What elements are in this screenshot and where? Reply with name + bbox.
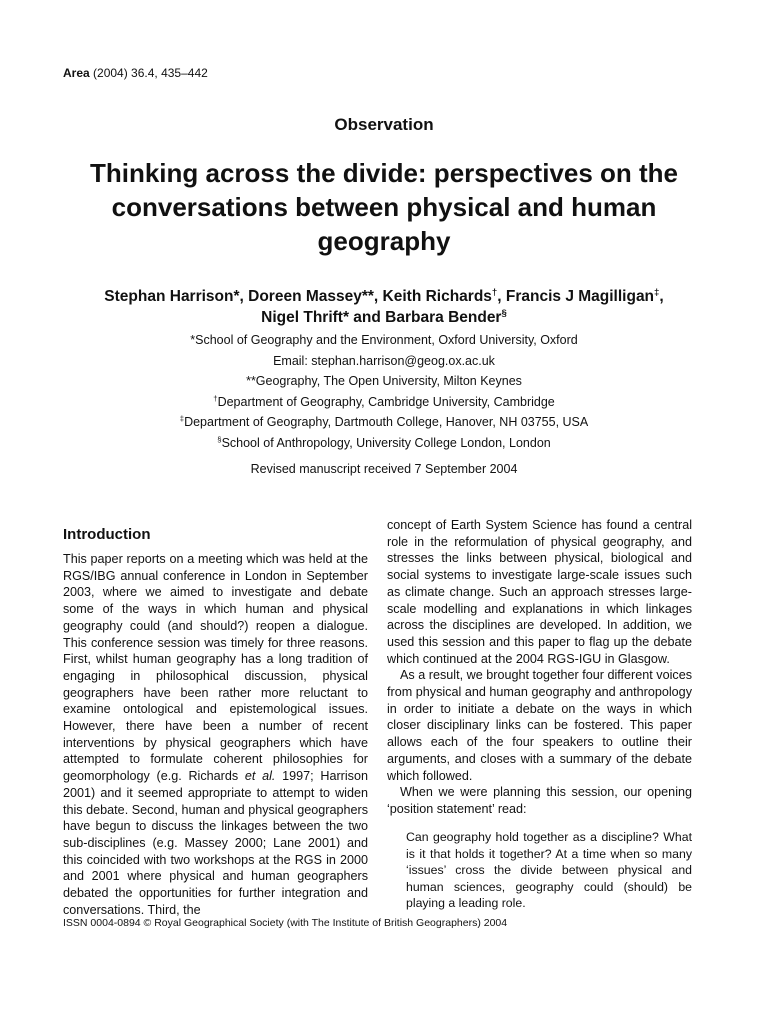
corresponding-email: Email: stephan.harrison@geog.ox.ac.uk <box>273 353 495 368</box>
author-line-1 <box>60 286 708 307</box>
affiliation-text: School of Anthropology, University College London, London <box>221 435 551 450</box>
affiliation-text: Department of Geography, Cambridge University, Cambridge <box>217 394 555 409</box>
affiliation-mark: ‡ <box>654 286 660 298</box>
affiliation-cambridge <box>60 392 708 413</box>
affiliation-mark: † <box>491 286 498 298</box>
affiliation-text: Department of Geography, Dartmouth College, Hanover, NH 03755, USA <box>184 415 589 429</box>
author-list <box>60 286 708 328</box>
affiliation-mark: † <box>213 393 218 403</box>
journal-name: Area <box>63 66 90 80</box>
intro-paragraph-1-continued: concept of Earth System Science has found a central role in the reformulation of physical geography, and stresses the links between physical, biological and social systems to investigate large-scale issues such as climate change. Such an approach stresses large-scale modelling and explanations in which linkages across the disciplines are developed. In addition, we used this session and this paper to flag up the debate which continued at the 2004 RGS-IGU in Glasgow. <box>387 518 692 666</box>
right-column <box>387 517 692 818</box>
affiliation-mark: ‡ <box>179 413 185 423</box>
left-column <box>63 551 368 918</box>
position-statement-quote: Can geography hold together as a discipline? What is it that holds it together? At a time when so many ‘issues’ cross the divide between physical and human sciences, geography could (should) be playing a leading role. <box>406 830 692 910</box>
author-separator: , <box>659 288 664 305</box>
paragraph-text: 1997; Harrison 2001) and it seemed appropriate to attempt to widen this debate. Second, human and physical geographers have begun to discuss the linkages between the two sub-disciplines (e.g. Massey 2000; Lane 2001) and this coincided with two workshops at the RGS in 2000 and 2001 where physical and human geographers debated the opportunities for further integration and conversations. Third, the <box>63 769 368 917</box>
affiliation-mark: § <box>501 307 507 319</box>
affiliation-mark: § <box>217 434 222 444</box>
intro-paragraph-1 <box>63 551 368 918</box>
author-names: Stephan Harrison*, Doreen Massey**, Keith Richards <box>104 288 492 305</box>
paragraph-text: This paper reports on a meeting which was held at the RGS/IBG annual conference in London in September 2003, where we aimed to investigate and debate some of the ways in which human and physical geography could (and should?) reopen a dialogue. This conference session was timely for three reasons. First, whilst human geography has a long tradition of engaging in philosophical discussion, physical geographers have been rather more reluctant to examine ontological and epistemological issues. However, there have been a number of recent interventions by physical geographers which have attempted to formulate coherent philosophies for geomorphology (e.g. Richards <box>63 552 368 784</box>
author-names: Nigel Thrift* and Barbara Bender <box>261 309 502 326</box>
affiliations <box>60 330 708 453</box>
journal-volume-pages: (2004) 36.4, 435–442 <box>93 66 208 80</box>
section-label: Observation <box>334 115 434 134</box>
italic-text: et al. <box>244 769 276 784</box>
intro-paragraph-2: As a result, we brought together four different voices from physical and human geography and anthropology in order to initiate a debate on the ways in which closer disciplinary links can be fostered. This paper allows each of the four speakers to outline their arguments, and closes with a summary of the debate which followed. <box>387 668 692 783</box>
received-date: Revised manuscript received 7 September 2004 <box>250 462 518 476</box>
author-names: , Francis J Magilligan <box>497 288 655 305</box>
article-title: Thinking across the divide: perspectives on the conversations between physical and human geography <box>89 158 679 256</box>
affiliation-oxford: *School of Geography and the Environment, Oxford University, Oxford <box>190 333 578 347</box>
affiliation-open-university: **Geography, The Open University, Milton Keynes <box>246 374 522 388</box>
journal-citation <box>63 66 208 80</box>
affiliation-dartmouth <box>60 412 708 433</box>
copyright-footer: ISSN 0004-0894 © Royal Geographical Society (with The Institute of British Geographers) 2004 <box>63 917 508 929</box>
author-line-2 <box>60 307 708 328</box>
affiliation-ucl <box>60 433 708 454</box>
intro-paragraph-3: When we were planning this session, our opening ‘position statement’ read: <box>387 785 692 816</box>
introduction-heading: Introduction <box>63 526 151 543</box>
